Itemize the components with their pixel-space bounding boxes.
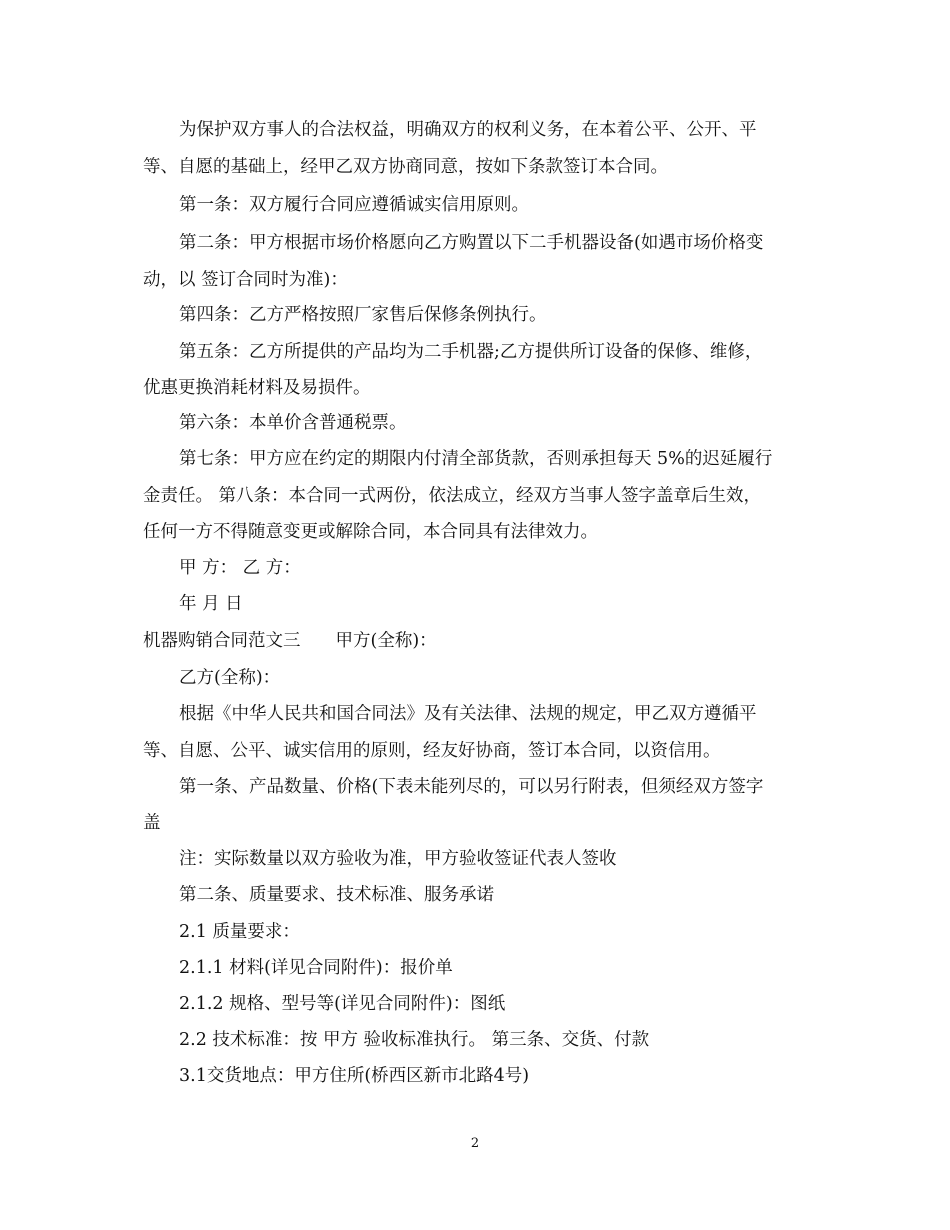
paragraph-line: 第五条：乙方所提供的产品均为二手机器;乙方提供所订设备的保修、维修， bbox=[179, 342, 763, 362]
paragraph-line: 根据《中华人民共和国合同法》及有关法律、法规的规定，甲乙双方遵循平 bbox=[179, 704, 757, 724]
paragraph-line: 盖 bbox=[143, 813, 161, 833]
paragraph-line: 任何一方不得随意变更或解除合同，本合同具有法律效力。 bbox=[143, 522, 598, 542]
paragraph-line: 第二条：甲方根据市场价格愿向乙方购置以下二手机器设备(如遇市场价格变 bbox=[179, 233, 764, 253]
paragraph-line: 为保护双方事人的合法权益，明确双方的权利义务，在本着公平、公开、平 bbox=[179, 120, 757, 140]
date-line: 年 月 日 bbox=[179, 594, 243, 614]
paragraph-line: 2.2 技术标准：按 甲方 验收标准执行。 第三条、交货、付款 bbox=[179, 1030, 650, 1050]
paragraph-line: 第七条：甲方应在约定的期限内付清全部货款，否则承担每天 5%的迟延履行 bbox=[179, 449, 773, 469]
paragraph-line: 动，以 签订合同时为准)： bbox=[143, 270, 348, 290]
paragraph-line: 2.1.1 材料(详见合同附件)：报价单 bbox=[179, 958, 453, 978]
paragraph-line: 优惠更换消耗材料及易损件。 bbox=[143, 378, 371, 398]
paragraph-line: 第四条：乙方严格按照厂家售后保修条例执行。 bbox=[179, 305, 547, 325]
paragraph-line: 金责任。 第八条：本合同一式两份，依法成立，经双方当事人签字盖章后生效， bbox=[143, 486, 762, 506]
paragraph-line: 等、自愿的基础上，经甲乙双方协商同意，按如下条款签订本合同。 bbox=[143, 157, 668, 177]
paragraph-line: 2.1.2 规格、型号等(详见合同附件)：图纸 bbox=[179, 994, 506, 1014]
paragraph-line: 第二条、质量要求、技术标准、服务承诺 bbox=[179, 885, 494, 905]
paragraph-line: 等、自愿、公平、诚实信用的原则，经友好协商，签订本合同，以资信用。 bbox=[143, 741, 721, 761]
paragraph-line: 3.1交货地点：甲方住所(桥西区新市北路4号) bbox=[179, 1066, 530, 1086]
section-heading: 机器购销合同范文三 甲方(全称)： bbox=[143, 631, 437, 651]
paragraph-line: 注：实际数量以双方验收为准，甲方验收签证代表人签收 bbox=[179, 849, 617, 869]
paragraph-line: 第一条：双方履行合同应遵循诚实信用原则。 bbox=[179, 195, 529, 215]
signature-line: 甲 方： 乙 方： bbox=[179, 558, 301, 578]
paragraph-line: 2.1 质量要求： bbox=[179, 922, 300, 942]
paragraph-line: 第六条：本单价含普通税票。 bbox=[179, 413, 407, 433]
page-number: 2 bbox=[470, 1136, 480, 1151]
paragraph-line: 乙方(全称)： bbox=[179, 668, 281, 688]
paragraph-line: 第一条、产品数量、价格(下表未能列尽的，可以另行附表，但须经双方签字 bbox=[179, 777, 764, 797]
